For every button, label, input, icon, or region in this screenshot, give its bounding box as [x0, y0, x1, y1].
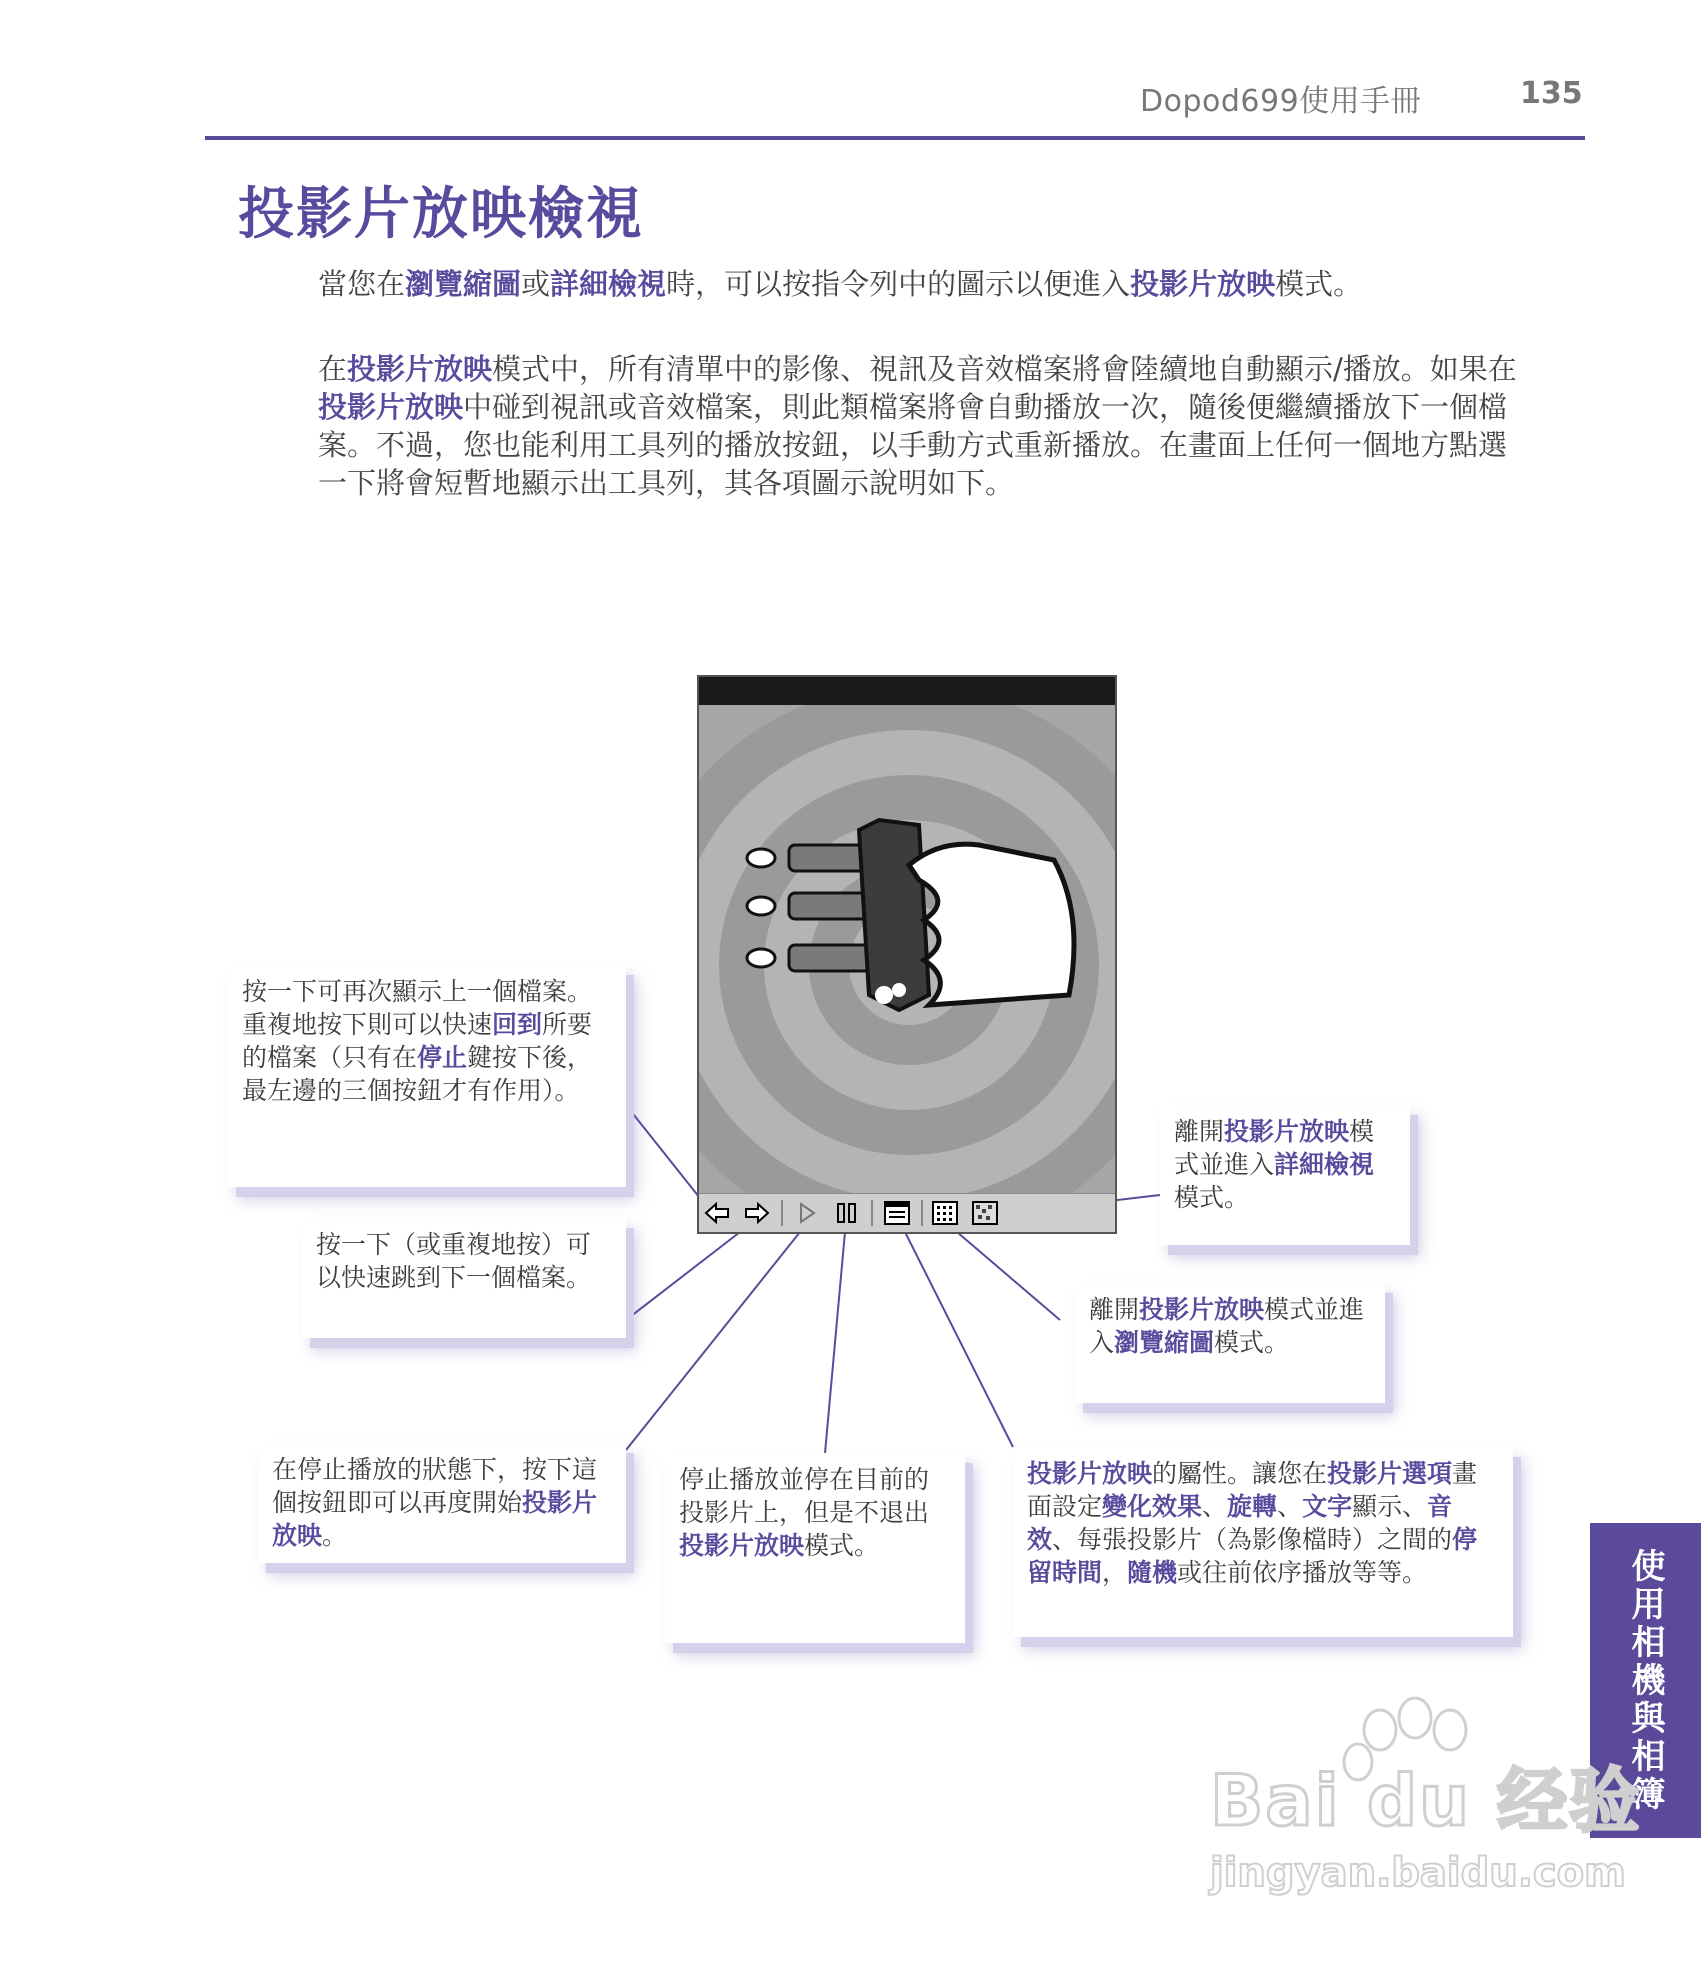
- highlighted-term: 停留時間: [1027, 1525, 1478, 1587]
- text-run: 模式並進入: [1089, 1295, 1365, 1357]
- highlighted-term: 停止: [417, 1043, 468, 1072]
- slideshow-image: [699, 705, 1115, 1193]
- text-run: 畫面設定: [1027, 1459, 1478, 1521]
- callout-detail-view-button: [1160, 1105, 1410, 1245]
- highlighted-term: 音效: [1027, 1492, 1453, 1554]
- thumbnail-view-icon[interactable]: [971, 1199, 999, 1227]
- text-run: 鍵按下後，最左邊的三個按鈕才有作用）。: [242, 1043, 593, 1105]
- text-run: 離開: [1089, 1295, 1140, 1324]
- text-run: 按一下可再次顯示上一個檔案。重複地按下則可以快速: [242, 977, 593, 1039]
- callout-next-button: [302, 1218, 626, 1338]
- text-run: 模式並進入: [1174, 1117, 1375, 1179]
- section-title: 投影片放映檢視: [238, 182, 644, 247]
- highlighted-term: 投影片放映: [347, 352, 493, 386]
- text-run: 或: [521, 267, 551, 301]
- highlighted-term: 投影片放映: [1224, 1117, 1350, 1146]
- text-run: 中碰到視訊或音效檔案，則此類檔案將會自動播放一次，隨後便繼續播放下一個檔案。不過，您也能利用工具列的播放按鈕，以手動方式重新播放。在畫面上任何一個地方點選一下將會短暫地顯示出工具列，其各項圖示說明如下。: [318, 390, 1508, 500]
- pause-icon[interactable]: [833, 1199, 861, 1227]
- device-screenshot: [697, 675, 1117, 1234]
- highlighted-term: 投影片放映: [679, 1531, 805, 1560]
- text-run: 顯示、: [1352, 1492, 1428, 1521]
- highlighted-term: 變化效果: [1102, 1492, 1203, 1521]
- text-run: 、: [1277, 1492, 1303, 1521]
- text-run: 當您在: [318, 267, 406, 301]
- highlighted-term: 文字: [1302, 1492, 1353, 1521]
- highlighted-term: 投影片選項: [1327, 1459, 1453, 1488]
- callout-thumbnail-view-button: [1075, 1283, 1385, 1403]
- text-run: 模式。: [1275, 267, 1363, 301]
- connector-next: [626, 1232, 740, 1320]
- text-run: 。: [322, 1521, 348, 1550]
- text-run: 時，可以按指令列中的圖示以便進入: [666, 267, 1131, 301]
- connector-prev: [626, 1105, 707, 1207]
- highlighted-term: 回到: [492, 1010, 543, 1039]
- chapter-side-tab-label: 使用相機與相簿: [1625, 1547, 1665, 1814]
- highlighted-term: 詳細檢視: [1274, 1150, 1375, 1179]
- next-arrow-icon[interactable]: [743, 1199, 771, 1227]
- play-icon[interactable]: [793, 1199, 821, 1227]
- text-run: 離開: [1174, 1117, 1225, 1146]
- header-title: Dopod699使用手冊: [1140, 84, 1422, 119]
- highlighted-term: 詳細檢視: [550, 267, 667, 301]
- detail-view-icon[interactable]: [931, 1199, 959, 1227]
- text-run: 的屬性。讓您在: [1152, 1459, 1328, 1488]
- slideshow-toolbar: [699, 1193, 1115, 1233]
- text-run: 模式。: [804, 1531, 880, 1560]
- highlighted-term: 隨機: [1127, 1558, 1178, 1587]
- callout-pause-button: [665, 1453, 965, 1643]
- text-run: 停止播放並停在目前的投影片上，但是不退出: [679, 1465, 930, 1527]
- prev-arrow-icon[interactable]: [703, 1199, 731, 1227]
- callout-play-button: [258, 1443, 626, 1563]
- text-run: 或往前依序播放等等。: [1177, 1558, 1428, 1587]
- text-run: ，: [1102, 1558, 1128, 1587]
- highlighted-term: 投影片放映: [1139, 1295, 1265, 1324]
- highlighted-term: 投影片放映: [318, 390, 464, 424]
- watermark-brand: Bai du 经验: [1210, 1760, 1642, 1842]
- text-run: 模式中，所有清單中的影像、視訊及音效檔案將會陸續地自動顯示/播放。如果在: [492, 352, 1517, 386]
- callout-properties-button: [1013, 1447, 1513, 1637]
- properties-icon[interactable]: [883, 1199, 911, 1227]
- text-run: 按一下（或重複地按）可以快速跳到下一個檔案。: [316, 1230, 592, 1292]
- callout-prev-button: [228, 965, 626, 1187]
- text-run: 、: [1202, 1492, 1228, 1521]
- device-title-bar: [699, 677, 1115, 705]
- highlighted-term: 瀏覽縮圖: [1114, 1328, 1215, 1357]
- text-run: 在停止播放的狀態下，按下這個按鈕即可以再度開始: [272, 1455, 598, 1517]
- connector-pause: [825, 1232, 845, 1453]
- watermark-url: jingyan.baidu.com: [1210, 1850, 1626, 1896]
- text-run: 模式。: [1214, 1328, 1290, 1357]
- highlighted-term: 投影片放映: [1027, 1459, 1153, 1488]
- text-run: 、每張投影片（為影像檔時）之間的: [1052, 1525, 1453, 1554]
- text-run: 所要的檔案（只有在: [242, 1010, 593, 1072]
- text-run: 在: [318, 352, 348, 386]
- highlighted-term: 瀏覽縮圖: [405, 267, 522, 301]
- page-number: 135: [1520, 76, 1583, 111]
- highlighted-term: 投影片放映: [272, 1488, 598, 1550]
- connector-thumb: [957, 1232, 1060, 1320]
- highlighted-term: 旋轉: [1227, 1492, 1278, 1521]
- text-run: 模式。: [1174, 1183, 1250, 1212]
- connector-props: [905, 1232, 1013, 1447]
- connector-play: [626, 1232, 800, 1450]
- highlighted-term: 投影片放映: [1130, 267, 1276, 301]
